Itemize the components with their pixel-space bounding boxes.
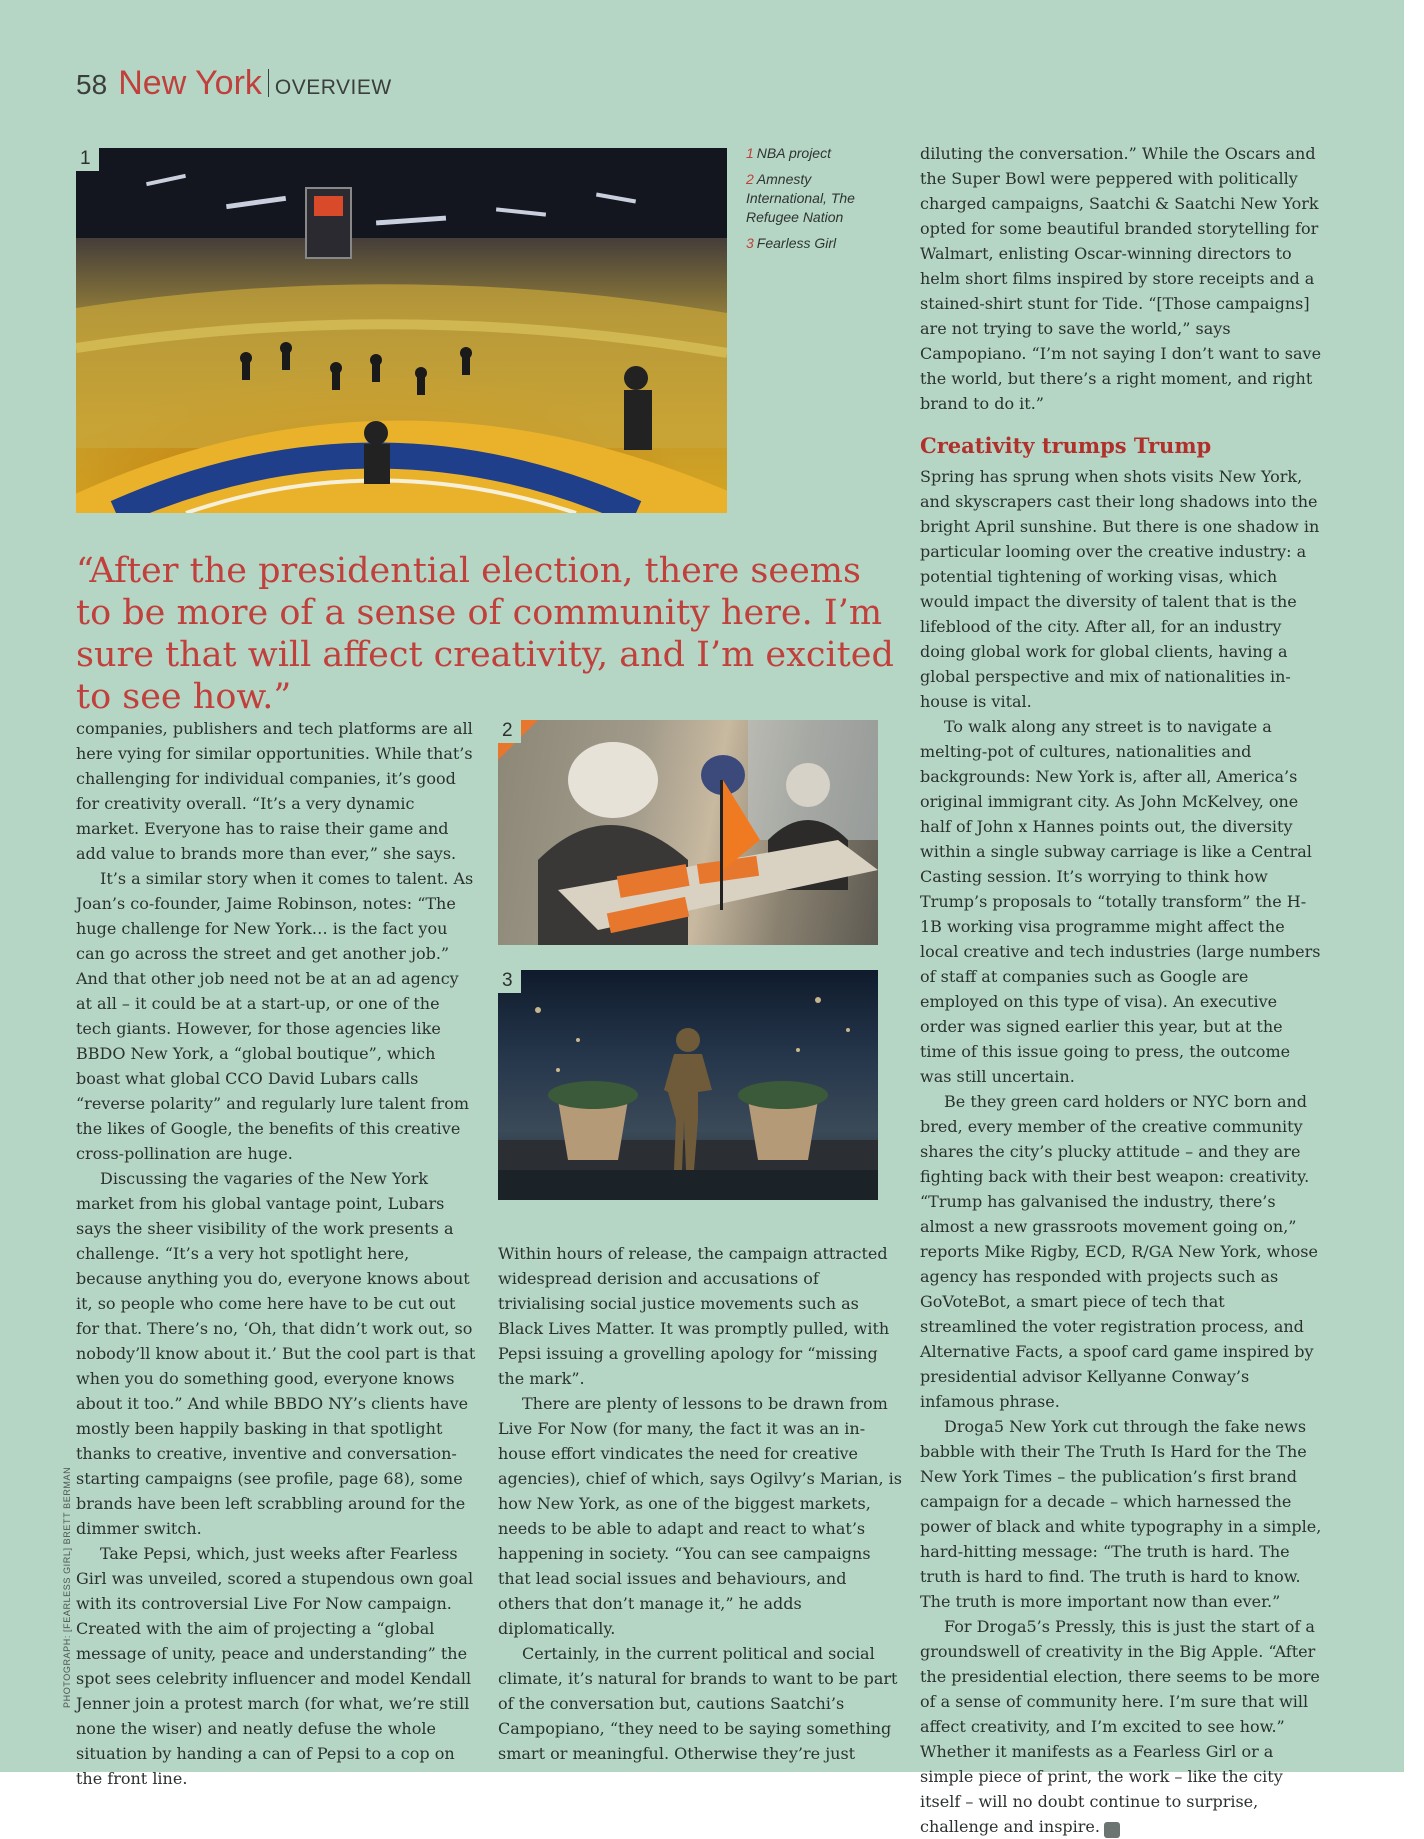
subheading: Creativity trumps Trump — [920, 433, 1212, 458]
paragraph: Spring has sprung when shots visits New York, and skyscrapers cast their long shadows into the bright April sunshine. But there is one shadow in particular looming over the creative industry: a potential tightening of working visas, which would impact the diversity of talent that is the lifeblood of the city. After all, for an industry doing global work for global clients, having a global perspective and mix of nationalities in-house is vital. — [920, 467, 1320, 711]
paragraph: Droga5 New York cut through the fake news babble with their The Truth Is Hard for the The New York Times – the publication’s first brand campaign for a decade – which harnessed the power of black and white typography in a simple, hard-hitting message: “The truth is hard. The truth is hard to find. The truth is hard to know. The truth is more important now than ever.” — [920, 1417, 1322, 1611]
paragraph: There are plenty of lessons to be drawn from Live For Now (for many, the fact it was an in-house effort vindicates the need for creative agencies), chief of which, says Ogilvy’s Marian, is how New York, as one of the biggest markets, needs to be able to adapt and react to what’s happening in society. “You can see campaigns that lead social issues and behaviours, and others that don’t manage it,” he adds diplomatically. — [498, 1394, 902, 1638]
caption-text: NBA project — [756, 145, 831, 161]
photo-credit: PHOTOGRAPH: [FEARLESS GIRL] BRETT BERMAN — [62, 1466, 72, 1708]
volunteers-illustration — [498, 720, 878, 945]
caption-item — [746, 170, 866, 227]
fearless-girl-statue-photo — [498, 970, 878, 1200]
caption-item — [746, 234, 866, 253]
paragraph: Be they green card holders or NYC born and bred, every member of the creative community shares the city’s plucky attitude – and they are fighting back with their best weapon: creativity. “Trump has galvanised the industry, there’s almost a new grassroots movement going on,” reports Mike Rigby, ECD, R/GA New York, whose agency has responded with projects such as GoVoteBot, a smart piece of tech that streamlined the voter registration process, and Alternative Facts, a spoof card game inspired by presidential advisor Kellyanne Conway’s infamous phrase. — [920, 1092, 1318, 1411]
paragraph: It’s a similar story when it comes to talent. As Joan’s co-founder, Jaime Robinson, notes: “The huge challenge for New York… is the fact you can go across the street and get another job.” And that other job need not be at an ad agency at all – it could be at a start-up, or one of the tech giants. However, for those agencies like BBDO New York, a “global boutique”, which boast what global CCO David Lubars calls “reverse polarity” and regularly lure talent from the likes of Google, the benefits of this creative cross-pollination are huge. — [76, 869, 474, 1163]
paragraph — [920, 1614, 1322, 1839]
caption-number: 2 — [746, 171, 754, 187]
figure-number: 2 — [498, 720, 521, 743]
caption-number: 3 — [746, 235, 754, 251]
paragraph: Certainly, in the current political and social climate, it’s natural for brands to want to be part of the conversation but, cautions Saatchi’s Campopiano, “they need to be saying something smart or meaningful. Otherwise they’re just — [498, 1644, 898, 1763]
article-column-3 — [920, 141, 1322, 1839]
volunteers-protest-photo — [498, 720, 878, 945]
section-label: OVERVIEW — [274, 76, 392, 99]
paragraph-text: For Droga5’s Pressly, this is just the start of a groundswell of creativity in the Big Apple. “After the presidential election, there seems to be more of a sense of community here. I’m sure that will affect creativity, and I’m excited to see how.” Whether it manifests as a Fearless Girl or a simple piece of print, the work – like the city itself – will no doubt continue to surprise, challenge and inspire. — [920, 1617, 1320, 1836]
paragraph: diluting the conversation.” While the Oscars and the Super Bowl were peppered with politically charged campaigns, Saatchi & Saatchi New York opted for some beautiful branded storytelling for Walmart, enlisting Oscar-winning directors to helm short films inspired by store receipts and a stained-shirt stunt for Tide. “[Those campaigns] are not trying to save the world,” says Campopiano. “I’m not saying I don’t want to save the world, but there’s a right moment, and right brand to do it.” — [920, 144, 1322, 413]
header-divider — [268, 69, 269, 97]
end-mark-icon: S — [1104, 1822, 1120, 1838]
paragraph: Within hours of release, the campaign attracted widespread derision and accusations of trivialising social justice movements such as Black Lives Matter. It was promptly pulled, with Pepsi issuing a grovelling apology for “missing the mark”. — [498, 1244, 890, 1388]
paragraph: Discussing the vagaries of the New York market from his global vantage point, Lubars says the sheer visibility of the work presents a challenge. “It’s a very hot spotlight here, because anything you do, everyone knows about it, so people who come here have to be cut out for that. There’s no, ‘Oh, that didn’t work out, so nobody’ll know about it.’ But the cool part is that when you do something good, everyone knows about it too.” And while BBDO NY’s clients have mostly been happily basking in that spotlight thanks to creative, inventive and conversation-starting campaigns (see profile, page 68), some brands have been left scrabbling around for the dimmer switch. — [76, 1169, 476, 1538]
paragraph: companies, publishers and tech platforms are all here vying for similar opportunities. While that’s challenging for individual companies, it’s good for creativity overall. “It’s a very dynamic market. Everyone has to raise their game and add value to brands more than ever,” she says. — [76, 719, 473, 863]
caption-item — [746, 144, 866, 163]
article-column-2 — [498, 1241, 902, 1766]
caption-text: Amnesty International, The Refugee Nation — [746, 171, 855, 225]
figure-number: 3 — [498, 970, 521, 993]
city-title: New York — [118, 64, 262, 102]
caption-number: 1 — [746, 145, 754, 161]
paragraph: To walk along any street is to navigate a melting-pot of cultures, nationalities and backgrounds: New York is, after all, America’s original immigrant city. As John McKelvey, one half of John x Hannes points out, the diversity within a single subway carriage is like a Central Casting session. It’s worrying to think how Trump’s proposals to “totally transform” the H-1B working visa programme might affect the local creative and tech industries (large numbers of staff at companies such as Google are employed on this type of visa). An executive order was signed earlier this year, but at the time of this issue going to press, the outcome was still uncertain. — [920, 717, 1321, 1086]
paragraph: Take Pepsi, which, just weeks after Fearless Girl was unveiled, scored a stupendous own goal with its controversial Live For Now campaign. Created with the aim of projecting a “global message of unity, peace and understanding” the spot sees celebrity influencer and model Kendall Jenner join a protest march (for what, we’re still none the wiser) and neatly defuse the whole situation by handing a can of Pepsi to a cop on the front line. — [76, 1544, 474, 1788]
page-number: 58 — [76, 69, 108, 100]
arena-illustration — [76, 148, 727, 513]
caption-text: Fearless Girl — [756, 235, 837, 251]
figure-number: 1 — [76, 148, 99, 171]
pull-quote: “After the presidential election, there seems to be more of a sense of community here. I’m sure that will affect creativity, and I’m excited to see how.” — [76, 551, 894, 717]
photo-captions — [746, 144, 866, 260]
page-header — [76, 64, 392, 103]
statue-illustration — [498, 970, 878, 1200]
article-column-1 — [76, 716, 478, 1791]
basketball-arena-photo — [76, 148, 727, 513]
